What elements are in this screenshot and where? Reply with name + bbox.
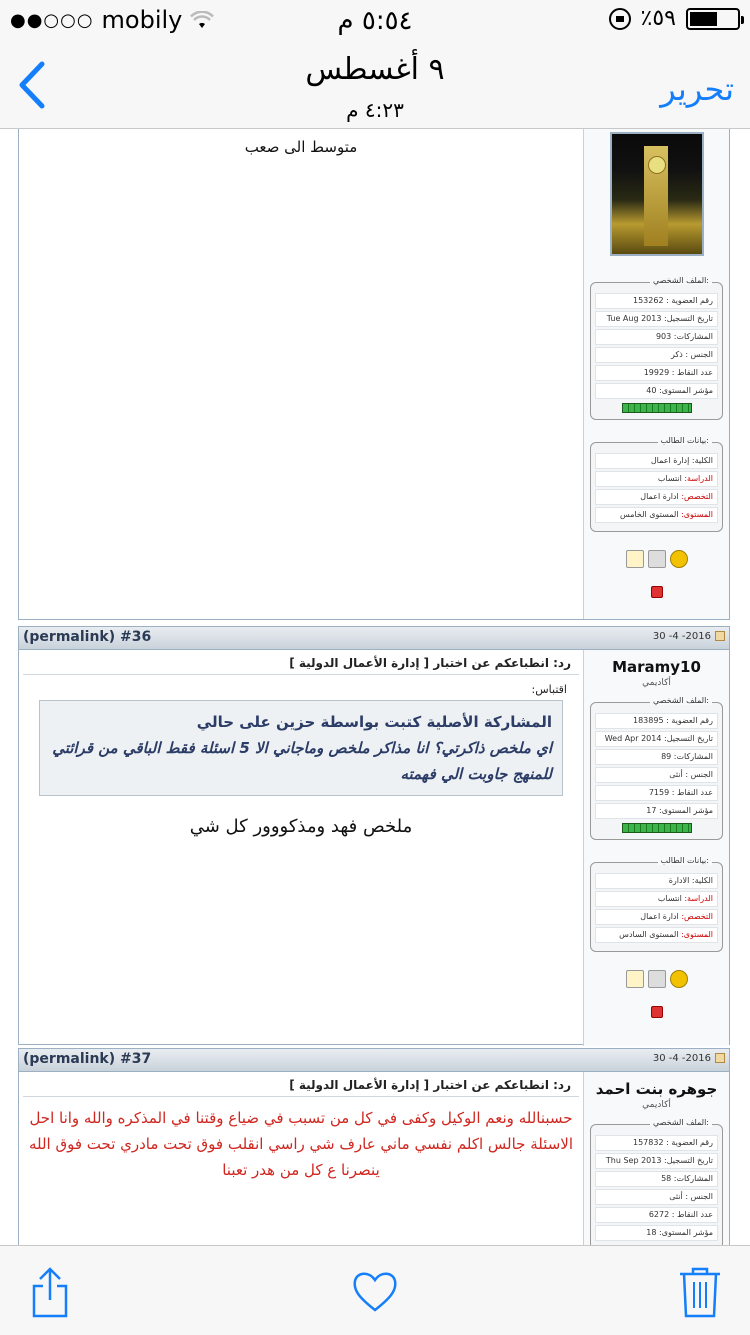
profile-box <box>590 1118 723 1245</box>
profile-row: الجنس : أنثى <box>595 1189 718 1205</box>
post-body <box>19 650 583 1044</box>
user-sidebar <box>583 129 729 619</box>
profile-row: المشاركات: 89 <box>595 749 718 765</box>
student-key: الدراسة: <box>684 894 713 903</box>
book-badge-icon[interactable] <box>648 970 666 988</box>
student-row <box>595 891 718 907</box>
nav-title: ٩ أغسطس <box>305 52 445 87</box>
post-text: ملخص فهد ومذكووور كل شي <box>189 816 413 837</box>
badge-icons <box>584 968 729 988</box>
profile-row: مؤشر المستوى: 17 <box>595 803 718 819</box>
student-row <box>595 909 718 925</box>
edit-button[interactable]: تحرير <box>660 70 734 108</box>
post-date: 30 -4 -2016 <box>653 631 725 642</box>
forum-post <box>18 1048 730 1245</box>
pen-badge-icon[interactable] <box>626 550 644 568</box>
student-key: التخصص: <box>681 912 713 921</box>
trash-icon[interactable] <box>676 1266 724 1318</box>
post-text: متوسط الى صعب <box>244 138 358 156</box>
profile-box <box>590 276 723 420</box>
battery-percentage: ٪٥٩ <box>640 6 676 31</box>
student-value: ادارة اعمال <box>640 492 682 501</box>
reply-title: رد: انطباعكم عن اختبار [ إدارة الأعمال الدولية ] <box>23 650 579 675</box>
quote-box <box>39 700 563 796</box>
permalink[interactable]: (permalink) #37 <box>23 1051 152 1067</box>
student-box <box>590 436 723 532</box>
badge-icons <box>584 548 729 568</box>
clock: ٥:٥٤ م <box>337 6 413 36</box>
student-key: المستوى: <box>681 930 713 939</box>
student-key: الكلية: <box>691 456 713 465</box>
user-title: أكاديمي <box>642 678 671 688</box>
battery-icon <box>686 8 740 30</box>
profile-row: تاريخ التسجيل: Wed Apr 2014 <box>595 731 718 747</box>
student-legend: بيانات الطالب: <box>658 436 712 445</box>
forum-post <box>18 129 730 620</box>
student-row <box>595 507 718 523</box>
profile-row: المشاركات: 903 <box>595 329 718 345</box>
profile-row: عدد النقاط : 19929 <box>595 365 718 381</box>
username[interactable]: جوهره بنت احمد <box>595 1080 718 1098</box>
report-icon[interactable] <box>651 586 663 598</box>
student-value: المستوى السادس <box>619 930 682 939</box>
profile-row: المشاركات: 58 <box>595 1171 718 1187</box>
level-progress-bar <box>622 403 692 413</box>
carrier-name: mobily <box>101 6 183 34</box>
battery-fill <box>690 12 717 26</box>
profile-row: عدد النقاط : 6272 <box>595 1207 718 1223</box>
post-body <box>19 129 583 619</box>
signal-strength-indicator: ●●○○○ <box>10 9 94 31</box>
student-value: انتساب <box>657 894 685 903</box>
quote-header: المشاركة الأصلية كتبت بواسطة حزين على حالي <box>196 713 552 731</box>
profile-row: عدد النقاط : 7159 <box>595 785 718 801</box>
student-key: التخصص: <box>681 492 713 501</box>
user-sidebar <box>583 1072 729 1245</box>
student-box <box>590 856 723 952</box>
student-value: المستوى الخامس <box>620 510 682 519</box>
student-row <box>595 927 718 943</box>
profile-legend: الملف الشخصي: <box>650 696 712 705</box>
student-row <box>595 489 718 505</box>
username[interactable]: Maramy10 <box>612 658 701 676</box>
quote-body: اي ملخص ذاكرتي؟ انا مذاكر ملخص وماجاني الا 5 اسئلة فقط الباقي من قرائتي للمنهج جاوبت الي فهمته <box>52 739 552 783</box>
share-icon[interactable] <box>26 1266 74 1318</box>
reply-title: رد: انطباعكم عن اختبار [ إدارة الأعمال الدولية ] <box>23 1072 579 1097</box>
profile-row: مؤشر المستوى: 40 <box>595 383 718 399</box>
profile-legend: الملف الشخصي: <box>650 1118 712 1127</box>
quote-label: اقتباس: <box>531 683 567 696</box>
profile-box <box>590 696 723 840</box>
book-badge-icon[interactable] <box>648 550 666 568</box>
medal-badge-icon[interactable] <box>670 970 688 988</box>
student-key: المستوى: <box>681 510 713 519</box>
student-value: الادارة <box>668 876 692 885</box>
student-key: الكلية: <box>691 876 713 885</box>
post-header <box>19 1049 729 1072</box>
post-header <box>19 627 729 650</box>
profile-row: مؤشر المستوى: 18 <box>595 1225 718 1241</box>
profile-row: تاريخ التسجيل: Thu Sep 2013 <box>595 1153 718 1169</box>
profile-row: رقم العضوية : 153262 <box>595 293 718 309</box>
post-date: 30 -4 -2016 <box>653 1053 725 1064</box>
profile-row: رقم العضوية : 157832 <box>595 1135 718 1151</box>
student-legend: بيانات الطالب: <box>658 856 712 865</box>
post-body <box>19 1072 583 1245</box>
profile-row: الجنس : ذكر <box>595 347 718 363</box>
permalink[interactable]: (permalink) #36 <box>23 629 152 645</box>
user-sidebar <box>583 650 729 1046</box>
level-progress-bar <box>622 823 692 833</box>
profile-legend: الملف الشخصي: <box>650 276 712 285</box>
medal-badge-icon[interactable] <box>670 550 688 568</box>
rotation-lock-icon <box>609 8 631 30</box>
status-bar <box>0 0 750 40</box>
post-text: حسبنالله ونعم الوكيل وكفى في كل من تسبب في ضياع وقتنا في المذكره والله وانا احل الاسئلة جالس اكلم نفسي ماني عارف شي راسي انقلب فوق تحت مادري تحت فوق الله ينصرنا ع كل من هدر تعبنا <box>28 1109 574 1179</box>
student-value: إدارة اعمال <box>650 456 692 465</box>
student-value: انتساب <box>657 474 685 483</box>
profile-row: رقم العضوية : 183895 <box>595 713 718 729</box>
pen-badge-icon[interactable] <box>626 970 644 988</box>
student-value: ادارة اعمال <box>640 912 682 921</box>
profile-row: الجنس : أنثى <box>595 767 718 783</box>
student-row <box>595 453 718 469</box>
bottom-toolbar <box>0 1245 750 1335</box>
user-title: أكاديمي <box>642 1100 671 1110</box>
report-icon[interactable] <box>651 1006 663 1018</box>
navigation-bar <box>0 40 750 129</box>
student-key: الدراسة: <box>684 474 713 483</box>
profile-row: تاريخ التسجيل: Tue Aug 2013 <box>595 311 718 327</box>
student-row <box>595 873 718 889</box>
student-row <box>595 471 718 487</box>
user-avatar[interactable] <box>610 132 704 256</box>
forum-post <box>18 626 730 1045</box>
nav-subtitle: ٤:٢٣ م <box>346 98 404 122</box>
heart-icon[interactable] <box>351 1266 399 1318</box>
screenshot-viewer[interactable] <box>0 129 750 1245</box>
